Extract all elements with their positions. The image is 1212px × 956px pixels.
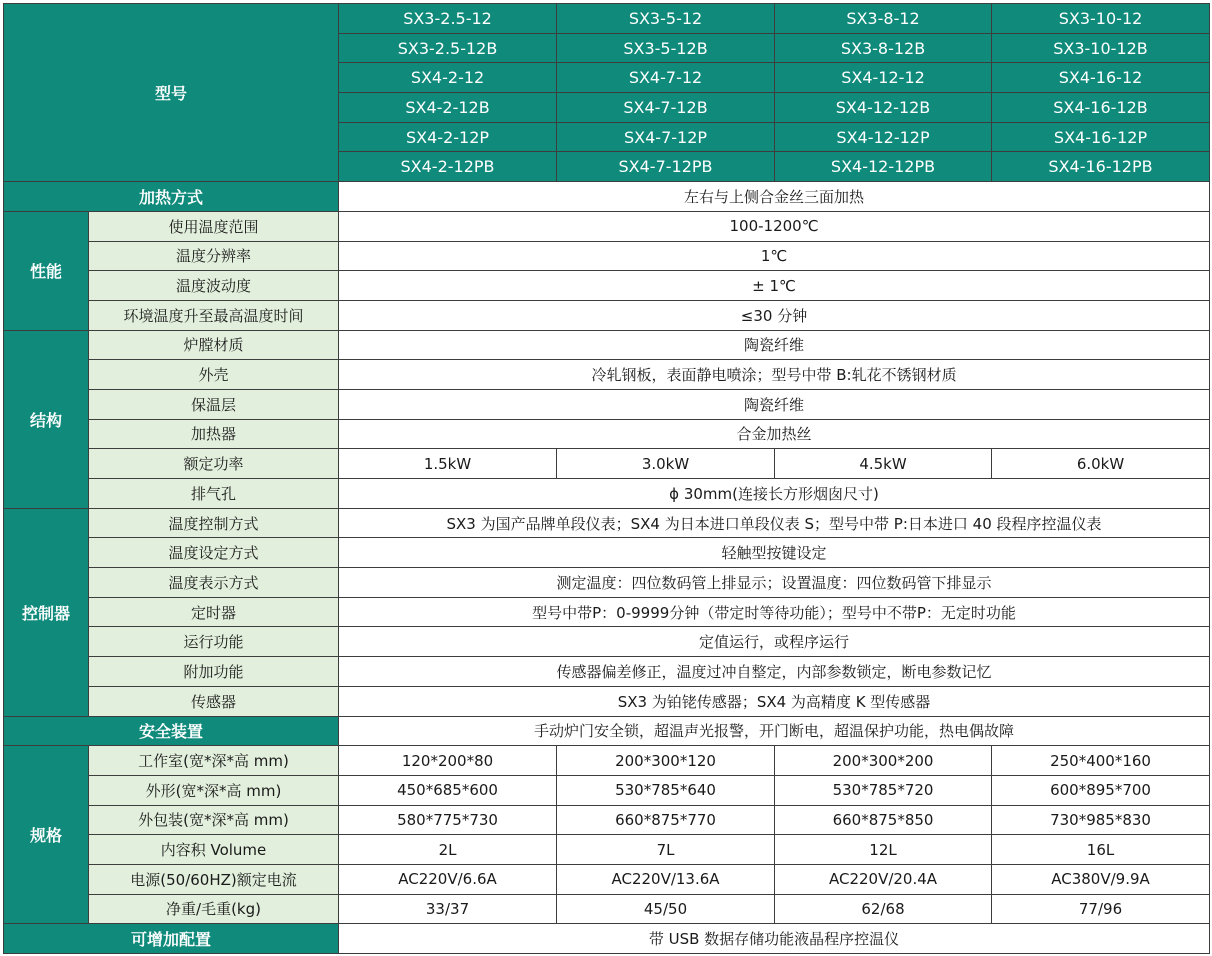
structure-row — [4, 330, 1210, 360]
structure-row — [4, 419, 1210, 449]
specs-row — [4, 835, 1210, 865]
specs-row — [4, 864, 1210, 894]
spec-label: 加热器 — [89, 419, 339, 449]
performance-row — [4, 271, 1210, 301]
spec-value: AC380V/9.9A — [992, 864, 1210, 894]
model-code-cell: SX4-2-12PB — [339, 152, 557, 182]
spec-value: 陶瓷纤维 — [339, 330, 1210, 360]
spec-label: 外壳 — [89, 360, 339, 390]
spec-label: 外形(宽*深*高 mm) — [89, 775, 339, 805]
spec-value: ≤30 分钟 — [339, 300, 1210, 330]
specs-row — [4, 775, 1210, 805]
spec-value: AC220V/20.4A — [775, 864, 992, 894]
spec-value: AC220V/6.6A — [339, 864, 557, 894]
exhaust-row — [4, 479, 1210, 509]
spec-value: 250*400*160 — [992, 746, 1210, 776]
spec-value: ± 1℃ — [339, 271, 1210, 301]
model-code-cell: SX4-12-12 — [775, 63, 992, 93]
spec-label: 温度设定方式 — [89, 538, 339, 568]
spec-label: 电源(50/60HZ)额定电流 — [89, 864, 339, 894]
spec-value: 530*785*720 — [775, 775, 992, 805]
controller-row — [4, 597, 1210, 627]
spec-value: 530*785*640 — [557, 775, 775, 805]
spec-value: 合金加热丝 — [339, 419, 1210, 449]
spec-value: 45/50 — [557, 894, 775, 924]
spec-value: ϕ 30mm(连接长方形烟囱尺寸) — [339, 479, 1210, 509]
model-code-cell: SX4-7-12P — [557, 122, 775, 152]
spec-label: 运行功能 — [89, 627, 339, 657]
spec-value: 33/37 — [339, 894, 557, 924]
power-value: 4.5kW — [775, 449, 992, 479]
model-code-cell: SX4-2-12B — [339, 93, 557, 123]
spec-table — [3, 3, 1210, 954]
addon-label: 可增加配置 — [4, 924, 339, 954]
safety-value: 手动炉门安全锁，超温声光报警，开门断电，超温保护功能，热电偶故障 — [339, 716, 1210, 746]
model-row — [4, 4, 1210, 34]
model-code-cell: SX4-12-12B — [775, 93, 992, 123]
spec-label: 外包装(宽*深*高 mm) — [89, 805, 339, 835]
power-value: 6.0kW — [992, 449, 1210, 479]
controller-row — [4, 568, 1210, 598]
controller-row — [4, 686, 1210, 716]
heating-label: 加热方式 — [4, 182, 339, 212]
performance-category: 性能 — [4, 211, 89, 330]
spec-value: 轻触型按键设定 — [339, 538, 1210, 568]
spec-value: 660*875*770 — [557, 805, 775, 835]
controller-row — [4, 627, 1210, 657]
performance-row — [4, 300, 1210, 330]
spec-label: 温度分辨率 — [89, 241, 339, 271]
model-code-cell: SX3-5-12B — [557, 33, 775, 63]
structure-row — [4, 389, 1210, 419]
performance-row — [4, 241, 1210, 271]
spec-label: 传感器 — [89, 686, 339, 716]
spec-value: 2L — [339, 835, 557, 865]
heating-value: 左右与上侧合金丝三面加热 — [339, 182, 1210, 212]
model-code-cell: SX4-16-12B — [992, 93, 1210, 123]
model-code-cell: SX4-7-12 — [557, 63, 775, 93]
model-code-cell: SX3-8-12 — [775, 4, 992, 34]
spec-table-body — [4, 4, 1210, 954]
safety-row — [4, 716, 1210, 746]
spec-label: 内容积 Volume — [89, 835, 339, 865]
spec-value: 传感器偏差修正，温度过冲自整定，内部参数锁定，断电参数记忆 — [339, 657, 1210, 687]
model-code-cell: SX3-2.5-12 — [339, 4, 557, 34]
model-code-cell: SX4-7-12B — [557, 93, 775, 123]
spec-label: 保温层 — [89, 389, 339, 419]
spec-value: 16L — [992, 835, 1210, 865]
spec-value: 冷轧钢板，表面静电喷涂；型号中带 B:轧花不锈钢材质 — [339, 360, 1210, 390]
controller-row — [4, 538, 1210, 568]
controller-category: 控制器 — [4, 508, 89, 716]
specs-row — [4, 805, 1210, 835]
spec-label: 环境温度升至最高温度时间 — [89, 300, 339, 330]
safety-label: 安全装置 — [4, 716, 339, 746]
spec-label: 温度控制方式 — [89, 508, 339, 538]
power-value: 1.5kW — [339, 449, 557, 479]
spec-value: 12L — [775, 835, 992, 865]
model-code-cell: SX3-8-12B — [775, 33, 992, 63]
model-code-cell: SX4-12-12PB — [775, 152, 992, 182]
spec-value: 200*300*120 — [557, 746, 775, 776]
spec-label: 温度表示方式 — [89, 568, 339, 598]
model-code-cell: SX4-16-12PB — [992, 152, 1210, 182]
spec-value: 陶瓷纤维 — [339, 389, 1210, 419]
model-code-cell: SX4-2-12 — [339, 63, 557, 93]
spec-value: 100-1200℃ — [339, 211, 1210, 241]
structure-row — [4, 360, 1210, 390]
spec-label: 净重/毛重(kg) — [89, 894, 339, 924]
model-code-cell: SX3-2.5-12B — [339, 33, 557, 63]
performance-row — [4, 211, 1210, 241]
spec-label: 附加功能 — [89, 657, 339, 687]
spec-value: 580*775*730 — [339, 805, 557, 835]
spec-label: 工作室(宽*深*高 mm) — [89, 746, 339, 776]
spec-value: 77/96 — [992, 894, 1210, 924]
spec-value: 定值运行，或程序运行 — [339, 627, 1210, 657]
controller-row — [4, 657, 1210, 687]
specs-category: 规格 — [4, 746, 89, 924]
model-code-cell: SX3-10-12B — [992, 33, 1210, 63]
spec-value: 730*985*830 — [992, 805, 1210, 835]
spec-label: 温度波动度 — [89, 271, 339, 301]
spec-value: 7L — [557, 835, 775, 865]
model-code-cell: SX3-10-12 — [992, 4, 1210, 34]
model-code-cell: SX4-16-12 — [992, 63, 1210, 93]
spec-value: 型号中带P：0-9999分钟（带定时等待功能）；型号中不带P：无定时功能 — [339, 597, 1210, 627]
controller-row — [4, 508, 1210, 538]
spec-value: 660*875*850 — [775, 805, 992, 835]
addon-value: 带 USB 数据存储功能液晶程序控温仪 — [339, 924, 1210, 954]
addon-row — [4, 924, 1210, 954]
spec-label: 额定功率 — [89, 449, 339, 479]
model-code-cell: SX4-2-12P — [339, 122, 557, 152]
structure-category: 结构 — [4, 330, 89, 508]
spec-value: 测定温度：四位数码管上排显示；设置温度：四位数码管下排显示 — [339, 568, 1210, 598]
specs-row — [4, 894, 1210, 924]
spec-value: 62/68 — [775, 894, 992, 924]
spec-label: 炉膛材质 — [89, 330, 339, 360]
spec-value: 450*685*600 — [339, 775, 557, 805]
spec-value: AC220V/13.6A — [557, 864, 775, 894]
spec-value: 120*200*80 — [339, 746, 557, 776]
spec-value: 200*300*200 — [775, 746, 992, 776]
model-code-cell: SX3-5-12 — [557, 4, 775, 34]
spec-value: SX3 为国产品牌单段仪表；SX4 为日本进口单段仪表 S；型号中带 P:日本进口 40 段程序控温仪表 — [339, 508, 1210, 538]
spec-label: 定时器 — [89, 597, 339, 627]
spec-value: 600*895*700 — [992, 775, 1210, 805]
power-value: 3.0kW — [557, 449, 775, 479]
model-code-cell: SX4-7-12PB — [557, 152, 775, 182]
heating-row — [4, 182, 1210, 212]
model-code-cell: SX4-16-12P — [992, 122, 1210, 152]
specs-row — [4, 746, 1210, 776]
spec-value: 1℃ — [339, 241, 1210, 271]
model-code-cell: SX4-12-12P — [775, 122, 992, 152]
spec-label: 排气孔 — [89, 479, 339, 509]
spec-value: SX3 为铂铑传感器；SX4 为高精度 K 型传感器 — [339, 686, 1210, 716]
spec-label: 使用温度范围 — [89, 211, 339, 241]
model-header-label: 型号 — [4, 4, 339, 182]
power-row — [4, 449, 1210, 479]
